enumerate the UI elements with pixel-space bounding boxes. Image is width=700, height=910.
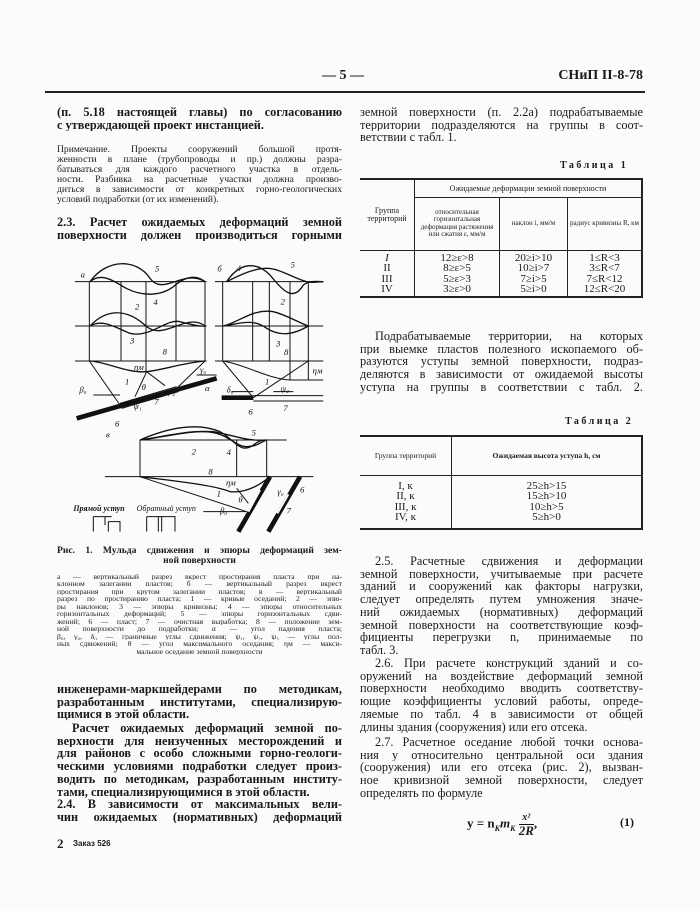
table-cell: IV, к	[394, 511, 417, 524]
figure-caption	[57, 573, 342, 655]
fig-label: а	[80, 269, 85, 280]
fig-label: 3	[130, 335, 135, 346]
table-1-column-3	[568, 251, 643, 297]
formula-lhs: y = n	[467, 815, 495, 831]
table-cell: 12≤R<20	[583, 283, 626, 296]
formula-m: m	[499, 815, 511, 831]
figure-caption-title	[57, 546, 342, 566]
text-line: табл. 3.	[360, 643, 399, 657]
table-cell: 8≥ε>5	[443, 262, 471, 275]
paragraph-2-3	[57, 216, 342, 241]
fig-label: 2	[191, 446, 196, 457]
figure-1-subsidence-diagram	[40, 255, 360, 545]
text-line: диться в зависимости от конкретных горно-геологических	[57, 185, 342, 195]
table-1-column-0	[360, 251, 415, 297]
fig-label: 7	[286, 505, 291, 516]
text-line: ющие коэффициенты условий работы, опреде-	[360, 695, 643, 708]
fig-label: 8	[284, 347, 289, 357]
table-cell: 1≤R<3	[589, 251, 620, 264]
text-line: а — вертикальный разрез вкрест простирания пласта при на-	[57, 573, 342, 581]
text-line: следует определять путем умножения значе-	[360, 593, 643, 606]
text-line: ры наклонов; 3 — эпюры кривизны; 4 — эпюры относительных	[57, 602, 342, 611]
text-line: поверхности должен производиться горными	[57, 228, 342, 242]
text-line: разрез по простиранию пласта; 1 — кривые оседаний; 2 — эпю-	[57, 595, 342, 603]
text-line: условий подработки (от их изменений).	[57, 195, 219, 205]
fig-label: 6	[300, 484, 305, 495]
formula-comma: ,	[533, 815, 538, 831]
text-line: Примечание. Проекты сооружений большой протя-	[57, 145, 342, 155]
table-cell: 3≥ε>0	[443, 283, 471, 296]
text-line: клонном залегании пластов; б — вертикальный разрез вкрест	[57, 580, 342, 588]
text-line: определять по формуле	[360, 786, 483, 800]
text-line: женности в плане (трубопроводы и пр.) должны разра-	[57, 155, 342, 165]
table-cell: 10≥h>5	[529, 500, 564, 513]
text-line: ляемые по табл. 4 в зависимости от общей	[360, 707, 643, 721]
fig-label: 2	[280, 296, 285, 307]
table-2-body	[360, 475, 642, 529]
fig-label: 1	[216, 488, 221, 499]
table-2-column-0	[360, 475, 452, 529]
table-2-title: Таблица 2	[565, 416, 634, 427]
text-line: разработанным институтами, специализирую-	[57, 695, 342, 709]
text-line: щимися в этой области.	[57, 708, 190, 722]
text-line: 2.6. При расчете конструкций зданий и со-	[375, 657, 643, 670]
formula-sub-k: K	[494, 824, 500, 834]
text-line: (сооружения) или его отсека (рис. 2), вызван-	[360, 761, 643, 775]
fig-label: β₀	[79, 384, 87, 395]
fig-label: 7	[283, 403, 288, 413]
text-line: земной поверхности (п. 2.2а) подрабатываемые	[360, 106, 643, 119]
sheet-number: 2	[57, 836, 64, 851]
document-code: СНиП II-8-78	[558, 68, 643, 83]
text-line: ной поверхности до подработки; α — угол падения пласта;	[57, 625, 342, 633]
table-1-header-radius: радиус кривизны R, км	[568, 197, 643, 250]
header-rule	[45, 91, 645, 93]
paragraph-continuation	[57, 683, 342, 721]
text-line: 2.7. Расчетное оседание любой точки основа-	[375, 736, 643, 749]
text-line: Рис. 1. Мульда сдвижения и эпюры деформаций зем-	[57, 546, 342, 556]
table-cell: 25≥h>15	[526, 479, 567, 492]
text-line: верхности для неизученных месторождений и	[57, 734, 342, 748]
fig-label: 5	[290, 259, 295, 270]
legend-direct-step: Прямой уступ	[73, 504, 125, 513]
fig-label: в	[106, 429, 110, 440]
text-line: батываться для каждого расчетного участка в отдель-	[57, 165, 342, 175]
table-1-column-1	[415, 251, 500, 297]
table-cell: 5≥h>0	[532, 511, 561, 524]
table-2-header-group: Группа территорий	[360, 436, 452, 475]
text-line: ческими условиями подработки следует произ-	[57, 760, 342, 773]
text-line: для районов с особо сложными горно-геологи-	[57, 747, 342, 761]
table-cell: III	[381, 272, 393, 285]
paragraph-2-7	[360, 736, 643, 800]
table-1-column-2	[500, 251, 568, 297]
table-cell: 5≥ε>3	[443, 272, 471, 285]
text-line: 2.4. В зависимости от максимальных вели-	[57, 798, 342, 811]
text-line: жений; 6 — пласт; 7 — очистная выработка; 8 — положение зем-	[57, 617, 342, 626]
table-cell: 7≥i>5	[520, 272, 547, 285]
paragraph-calculation	[57, 722, 342, 798]
table-1	[360, 178, 643, 298]
paragraph-steps	[360, 330, 643, 394]
fig-label: ψ₁	[133, 401, 142, 411]
table-cell: 5≥i>0	[520, 283, 547, 296]
paragraph-groups	[360, 106, 643, 144]
text-line: территории подразделяются на группы в соот-	[360, 118, 643, 132]
text-line: мальное оседание земной поверхности	[136, 647, 263, 655]
text-line: зданий и сооружений как факторы нагрузки,	[360, 580, 643, 594]
paragraph-2-5	[360, 555, 643, 657]
print-order: Заказ 526	[73, 839, 111, 848]
text-line: поверхности необходимо вводить соответству-	[360, 682, 643, 696]
fig-label: 4	[226, 447, 231, 457]
note	[57, 145, 342, 205]
table-cell: I	[385, 251, 389, 264]
text-line: Подрабатываемые территории, на которых	[375, 330, 643, 343]
table-cell: II, к	[396, 490, 415, 503]
fig-label: б	[217, 263, 222, 274]
table-1-header-strain: относительная горизонтальная деформация растяжения или сжатия ε, мм/м	[415, 197, 500, 250]
fig-label: 1	[265, 376, 270, 387]
table-cell: IV	[381, 283, 393, 296]
fig-label: 1	[125, 376, 130, 387]
table-cell: 20≥i>10	[514, 251, 553, 264]
fig-label: 7	[154, 396, 159, 407]
fig-label: ψ₂	[166, 386, 176, 397]
fig-label: δ₀	[226, 384, 234, 395]
text-line: ной поверхности	[163, 556, 236, 566]
text-line: 2.5. Расчетные сдвижения и деформации	[375, 555, 643, 568]
fig-label: γ₀	[200, 364, 207, 375]
table-2-column-1	[452, 475, 643, 529]
table-1-title: Таблица 1	[560, 160, 629, 171]
fig-label: ηм	[134, 362, 144, 372]
table-1-header-group: Группа территорий	[360, 179, 415, 251]
text-line: простирания при крутом залегании пластов; в — вертикальный	[57, 587, 342, 596]
table-cell: I, к	[398, 479, 413, 492]
fig-label: ηм	[226, 477, 236, 488]
formula-number: (1)	[620, 815, 634, 829]
table-2-header-height: Ожидаемая высота уступа h, см	[452, 436, 643, 475]
fig-label: θ	[141, 382, 146, 392]
table-cell: 10≥i>7	[517, 262, 550, 275]
text-line: β₀, γ₀, δ₀ — граничные углы сдвижения; ψ₁, ψ₂, ψ₃ — углы пол-	[57, 632, 342, 641]
fig-label: 2	[135, 301, 140, 312]
table-cell: 7≤R<12	[586, 272, 623, 285]
fig-label: ψ₂	[280, 383, 290, 394]
text-line: инженерами-маркшейдерами по методикам,	[57, 683, 342, 696]
text-line: земной поверхности, учитываемые при расчете	[360, 567, 643, 581]
table-2	[360, 435, 643, 530]
table-1-body	[360, 251, 642, 297]
fig-label: 5	[155, 263, 160, 274]
text-line: (п. 5.18 настоящей главы) по согласованию	[57, 106, 342, 119]
table-1-header-span: Ожидаемые деформации земной поверхности	[415, 179, 643, 197]
table-cell: 12≥ε>8	[440, 251, 474, 264]
fig-label: ηм	[312, 365, 323, 376]
text-line: с утверждающей проект инстанцией.	[57, 118, 264, 132]
text-line: горизонтальных деформаций; 5 — эпюры горизонтальных сдви-	[57, 610, 342, 618]
fig-label: θ	[238, 494, 243, 505]
fig-label: α	[205, 383, 210, 393]
paragraph-2-4	[57, 798, 342, 823]
fig-label: γ₀	[277, 486, 284, 497]
formula-1	[467, 812, 537, 837]
formula-sub-k2: K	[510, 824, 516, 834]
text-line: ветствии с табл. 1.	[360, 131, 457, 145]
table-cell: III, к	[394, 500, 417, 513]
text-line: ных сдвижений; θ — угол максимального оседания; ηм — макси-	[57, 640, 342, 648]
fig-label: 4	[236, 263, 241, 273]
fig-label: 8	[162, 346, 167, 357]
text-line: 2.3. Расчет ожидаемых деформаций земной	[57, 216, 342, 229]
text-line: фициенты перегрузки n, принимаемые по	[360, 631, 643, 644]
legend-reverse-step: Обратный уступ	[136, 504, 196, 513]
formula-denominator: 2R	[518, 823, 534, 838]
text-line: водить по методикам, разработанным институ-	[57, 772, 342, 786]
text-line: ний ожидаемых (нормативных) деформаций	[360, 605, 643, 619]
fig-label: 3	[276, 338, 281, 349]
paragraph-2-6	[360, 657, 643, 733]
text-line: уступа на группы в соответствии с табл. 2.	[360, 380, 643, 394]
fig-label: 6	[248, 406, 253, 417]
text-line: Расчет ожидаемых деформаций земной по-	[72, 722, 342, 735]
text-line: ния y относительно центральной оси здания	[360, 748, 643, 762]
text-line: разуются уступы земной поверхности, подраз-	[360, 355, 643, 369]
fig-label: 5	[251, 427, 256, 438]
table-cell: 3≤R<7	[589, 262, 620, 275]
text-line: чин ожидаемых (нормативных) деформаций	[57, 810, 342, 824]
text-line: земной поверхности на соответствующие коэф-	[360, 618, 643, 632]
paragraph-approval	[57, 106, 342, 131]
text-line: ности. Разбивка на расчетные участки должна произво-	[57, 175, 342, 185]
text-line: оружений на воздействие деформаций земной	[360, 669, 643, 683]
formula-numerator: x²	[519, 812, 534, 825]
page-number: — 5 —	[322, 68, 364, 83]
fig-label: 4	[153, 297, 158, 307]
table-cell: 15≥h>10	[526, 490, 567, 503]
text-line: деляются в зависимости от ожидаемой высоты	[360, 368, 643, 381]
formula-fraction	[519, 812, 534, 837]
fig-label: 8	[208, 466, 213, 477]
table-1-header-tilt: наклон i, мм/м	[500, 197, 568, 250]
text-line: длины здания (сооружения) или его отсека.	[360, 720, 588, 734]
text-line: ное кривизной земной поверхности, следует	[360, 774, 643, 787]
text-line: при выемке пластов полезного ископаемого об-	[360, 342, 643, 356]
fig-label: β₀	[220, 505, 228, 516]
fig-label: 6	[115, 418, 120, 429]
text-line: тами, специализирующимися в этой области.	[57, 785, 310, 799]
table-cell: II	[383, 262, 391, 275]
